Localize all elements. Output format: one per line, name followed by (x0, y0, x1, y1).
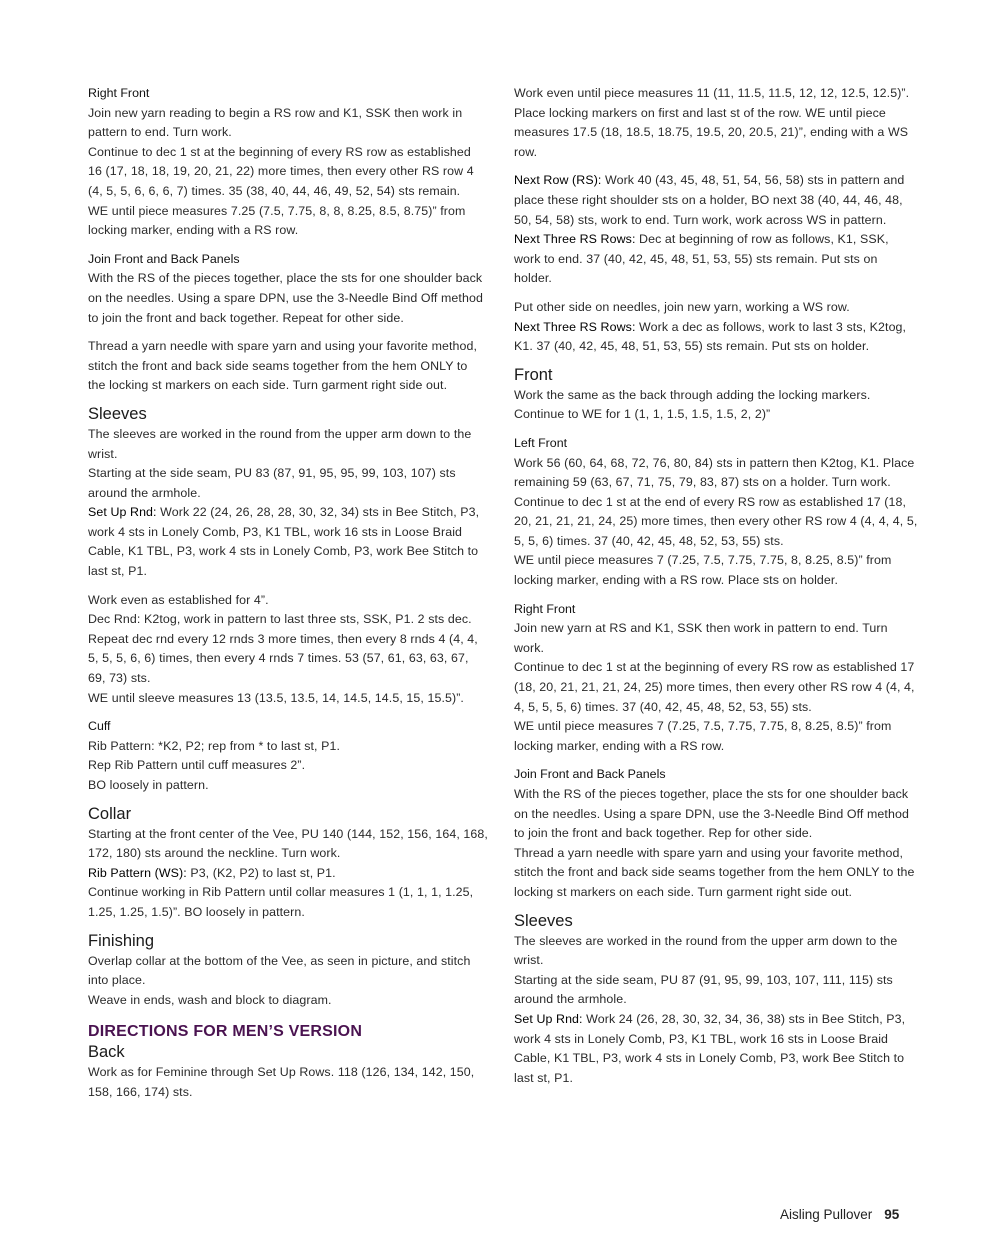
right-front-line-2: Continue to dec 1 st at the beginning of every RS row as established 16 (17, 18, 18, 19, 20, 21, 22) more times, then every other RS row 4 (4, 5, 5, 6, 6, 6, 7) times. 35 (38, 40, 44, 46, 49, 52, 54) sts remain. (88, 144, 474, 198)
sleeves-line-3: Work even as established for 4”. (88, 592, 269, 607)
front-heading: Front (514, 365, 553, 384)
front-line-1: Work the same as the back through adding the locking markers. Continue to WE for 1 (1, 1, 1.5, 1.5, 1.5, 2, 2)” (514, 387, 871, 422)
mens-sleeves-setup-paragraph (514, 1010, 918, 1088)
mens-join-panels-line-1: With the RS of the pieces together, place the sts for one shoulder back on the needles. Using a spare DPN, use the 3-Needle Bind Off method to join the front and back together. Rep for other side. (514, 787, 909, 841)
cuff-line-1: Rib Pattern: *K2, P2; rep from * to last st, P1. (88, 738, 341, 753)
left-front-line-1: Work 56 (60, 64, 68, 72, 76, 80, 84) sts in pattern then K2tog, K1. Place remaining 59 (63, 67, 71, 75, 79, 83, 87) sts on a holder. Turn work. (514, 455, 915, 490)
sleeves-line-2: Starting at the side seam, PU 83 (87, 91, 95, 95, 99, 103, 107) sts around the armhole. (88, 466, 456, 500)
next-three-rows-paragraph (514, 230, 918, 289)
mens-join-panels-line-2: Thread a yarn needle with spare yarn and using your favorite method, stitch the front and back side seams together from the hem ONLY to the locking st markers on each side. Turn garment right side out. (514, 845, 915, 899)
mens-setup-label: Set Up Rnd: (514, 1011, 583, 1026)
right-column (514, 84, 918, 1088)
finishing-heading: Finishing (88, 931, 155, 950)
sleeves-line-6: WE until sleeve measures 13 (13.5, 13.5, 14, 14.5, 14.5, 15, 15.5)”. (88, 690, 464, 705)
finishing-line-1: Overlap collar at the bottom of the Vee, as seen in picture, and stitch into place. (88, 953, 471, 988)
left-front-line-2: Continue to dec 1 st at the end of every RS row as established 17 (18, 20, 21, 21, 21, 24, 25) more times, then every other RS row 4 (4, 4, 4, 5, 5, 5, 6) times. 37 (40, 42, 45, 48, 52, 53, 55) sts. (514, 494, 918, 548)
back-continued-line-2: Put other side on needles, join new yarn, working a WS row. (514, 299, 850, 314)
right-front-line-3: WE until piece measures 7.25 (7.5, 7.75, 8, 8, 8.25, 8.5, 8.75)” from locking marker, ending with a RS row. (88, 203, 466, 238)
next-three-label: Next Three RS Rows: (514, 232, 636, 247)
next-three-label-2: Next Three RS Rows: (514, 319, 636, 334)
next-row-label: Next Row (RS): (514, 173, 602, 188)
join-panels-heading: Join Front and Back Panels (88, 251, 240, 266)
cuff-line-2: Rep Rib Pattern until cuff measures 2”. (88, 758, 306, 773)
mens-version-heading: DIRECTIONS FOR MEN’S VERSION (88, 1023, 363, 1041)
mens-right-front-line-2: Continue to dec 1 st at the beginning of every RS row as established 17 (18, 20, 21, 21, 21, 24, 25) more times, then every other RS row 4 (4, 4, 4, 5, 5, 5, 6) times. 37 (40, 42, 45, 48, 52, 53, 55) sts. (514, 660, 915, 714)
sleeves-line-4: Dec Rnd: K2tog, work in pattern to last three sts, SSK, P1. 2 sts dec. (88, 612, 472, 627)
collar-line-2: Continue working in Rib Pattern until collar measures 1 (1, 1, 1, 1.25, 1.25, 1.25, 1.5)”. BO loosely in pattern. (88, 885, 474, 919)
join-panels-paragraph-2: Thread a yarn needle with spare yarn and using your favorite method, stitch the front and back side seams together from the hem ONLY to the locking st markers on each side. Turn garment right side out. (88, 339, 478, 393)
finishing-line-2: Weave in ends, wash and block to diagram. (88, 992, 332, 1007)
left-column (88, 84, 488, 1103)
mens-right-front-line-3: WE until piece measures 7 (7.25, 7.5, 7.75, 7.75, 8, 8.25, 8.5)” from locking marker, ending with a RS row. (514, 719, 892, 753)
right-front-heading: Right Front (88, 86, 150, 100)
collar-heading: Collar (88, 804, 132, 823)
back-continued-line-1: Work even until piece measures 11 (11, 11.5, 11.5, 12, 12, 12.5, 12.5)”. Place locking markers on first and last st of the row. WE until piece measures 17.5 (18, 18.5, 18.75, 19.5, 20, 20.5, 21)”, ending with a WS row. (514, 86, 910, 159)
collar-line-1: Starting at the front center of the Vee, PU 140 (144, 152, 156, 164, 168, 172, 180) sts around the neckline. Turn work. (88, 826, 488, 861)
mens-setup-text: Work 24 (26, 28, 30, 32, 34, 36, 38) sts in Bee Stitch, P3, work 4 sts in Lonely Comb, P3, K1 TBL, work 16 sts in Loose Braid Cable, K1 TBL, P3, work 4 sts in Lonely Comb, P3, work Bee Stitch to last st, P1. (514, 1011, 906, 1085)
left-front-line-3: WE until piece measures 7 (7.25, 7.5, 7.75, 7.75, 8, 8.25, 8.5)” from locking marker, ending with a RS row. Place sts on holder. (514, 553, 892, 588)
mens-sleeves-line-2: Starting at the side seam, PU 87 (91, 95, 99, 103, 107, 111, 115) sts around the armhole. (514, 972, 893, 1007)
mens-sleeves-line-1: The sleeves are worked in the round from the upper arm down to the wrist. (514, 933, 898, 968)
back-heading: Back (88, 1043, 125, 1062)
rib-text: P3, (K2, P2) to last st, P1. (186, 865, 336, 880)
sleeves-setup-paragraph (88, 503, 488, 581)
sleeves-line-1: The sleeves are worked in the round from the upper arm down to the wrist. (88, 426, 472, 461)
mens-right-front-heading: Right Front (514, 601, 576, 616)
next-three-rows-paragraph-2 (514, 318, 918, 357)
next-three-text: Dec at beginning of row as follows, K1, SSK, work to end. 37 (40, 42, 45, 48, 51, 53, 55) sts remain. Put sts on holder. (514, 232, 889, 286)
back-line-1: Work as for Feminine through Set Up Rows. 118 (126, 134, 142, 150, 158, 166, 174) sts. (88, 1065, 475, 1099)
next-row-paragraph (514, 171, 918, 230)
collar-rib-paragraph (88, 864, 488, 884)
setup-text: Work 22 (24, 26, 28, 28, 30, 32, 34) sts in Bee Stitch, P3, work 4 sts in Lonely Comb, P3, K1 TBL, work 16 sts in Loose Braid Cable, K1 TBL, P3, work 4 sts in Lonely Comb, P3, work Bee Stitch to last st, P1. (88, 505, 480, 579)
page-footer (780, 1206, 899, 1224)
mens-right-front-line-1: Join new yarn at RS and K1, SSK then work in pattern to end. Turn work. (514, 621, 888, 655)
page-number: 95 (884, 1207, 900, 1222)
right-front-line-1: Join new yarn reading to begin a RS row and K1, SSK then work in pattern to end. Turn work. (88, 105, 463, 140)
cuff-heading: Cuff (88, 719, 111, 734)
next-three-text-2: Work a dec as follows, work to last 3 sts, K2tog, K1. 37 (40, 42, 45, 48, 51, 53, 55) sts remain. Put sts on holder. (514, 319, 907, 354)
mens-join-panels-heading: Join Front and Back Panels (514, 767, 666, 782)
cuff-line-3: BO loosely in pattern. (88, 778, 209, 792)
footer-title: Aisling Pullover (780, 1207, 873, 1222)
sleeves-line-5: Repeat dec rnd every 12 rnds 3 more times, then every 8 rnds 4 (4, 4, 5, 5, 5, 6, 6) times, then every 4 rnds 7 times. 53 (57, 61, 63, 63, 67, 69, 73) sts. (88, 631, 478, 686)
join-panels-paragraph-1: With the RS of the pieces together, place the sts for one shoulder back on the needles. Using a spare DPN, use the 3-Needle Bind Off method to join the front and back together. Repeat for other side. (88, 271, 483, 325)
left-front-heading: Left Front (514, 435, 568, 450)
next-row-text: Work 40 (43, 45, 48, 51, 54, 56, 58) sts in pattern and place these right shoulder sts on a holder, BO next 38 (40, 44, 46, 48, 50, 54, 58) sts, work to end. Turn work, work across WS in pattern. (514, 173, 905, 227)
setup-label: Set Up Rnd: (88, 505, 157, 520)
sleeves-heading: Sleeves (88, 404, 147, 423)
mens-sleeves-heading: Sleeves (514, 911, 573, 930)
rib-label: Rib Pattern (WS): (88, 865, 187, 880)
